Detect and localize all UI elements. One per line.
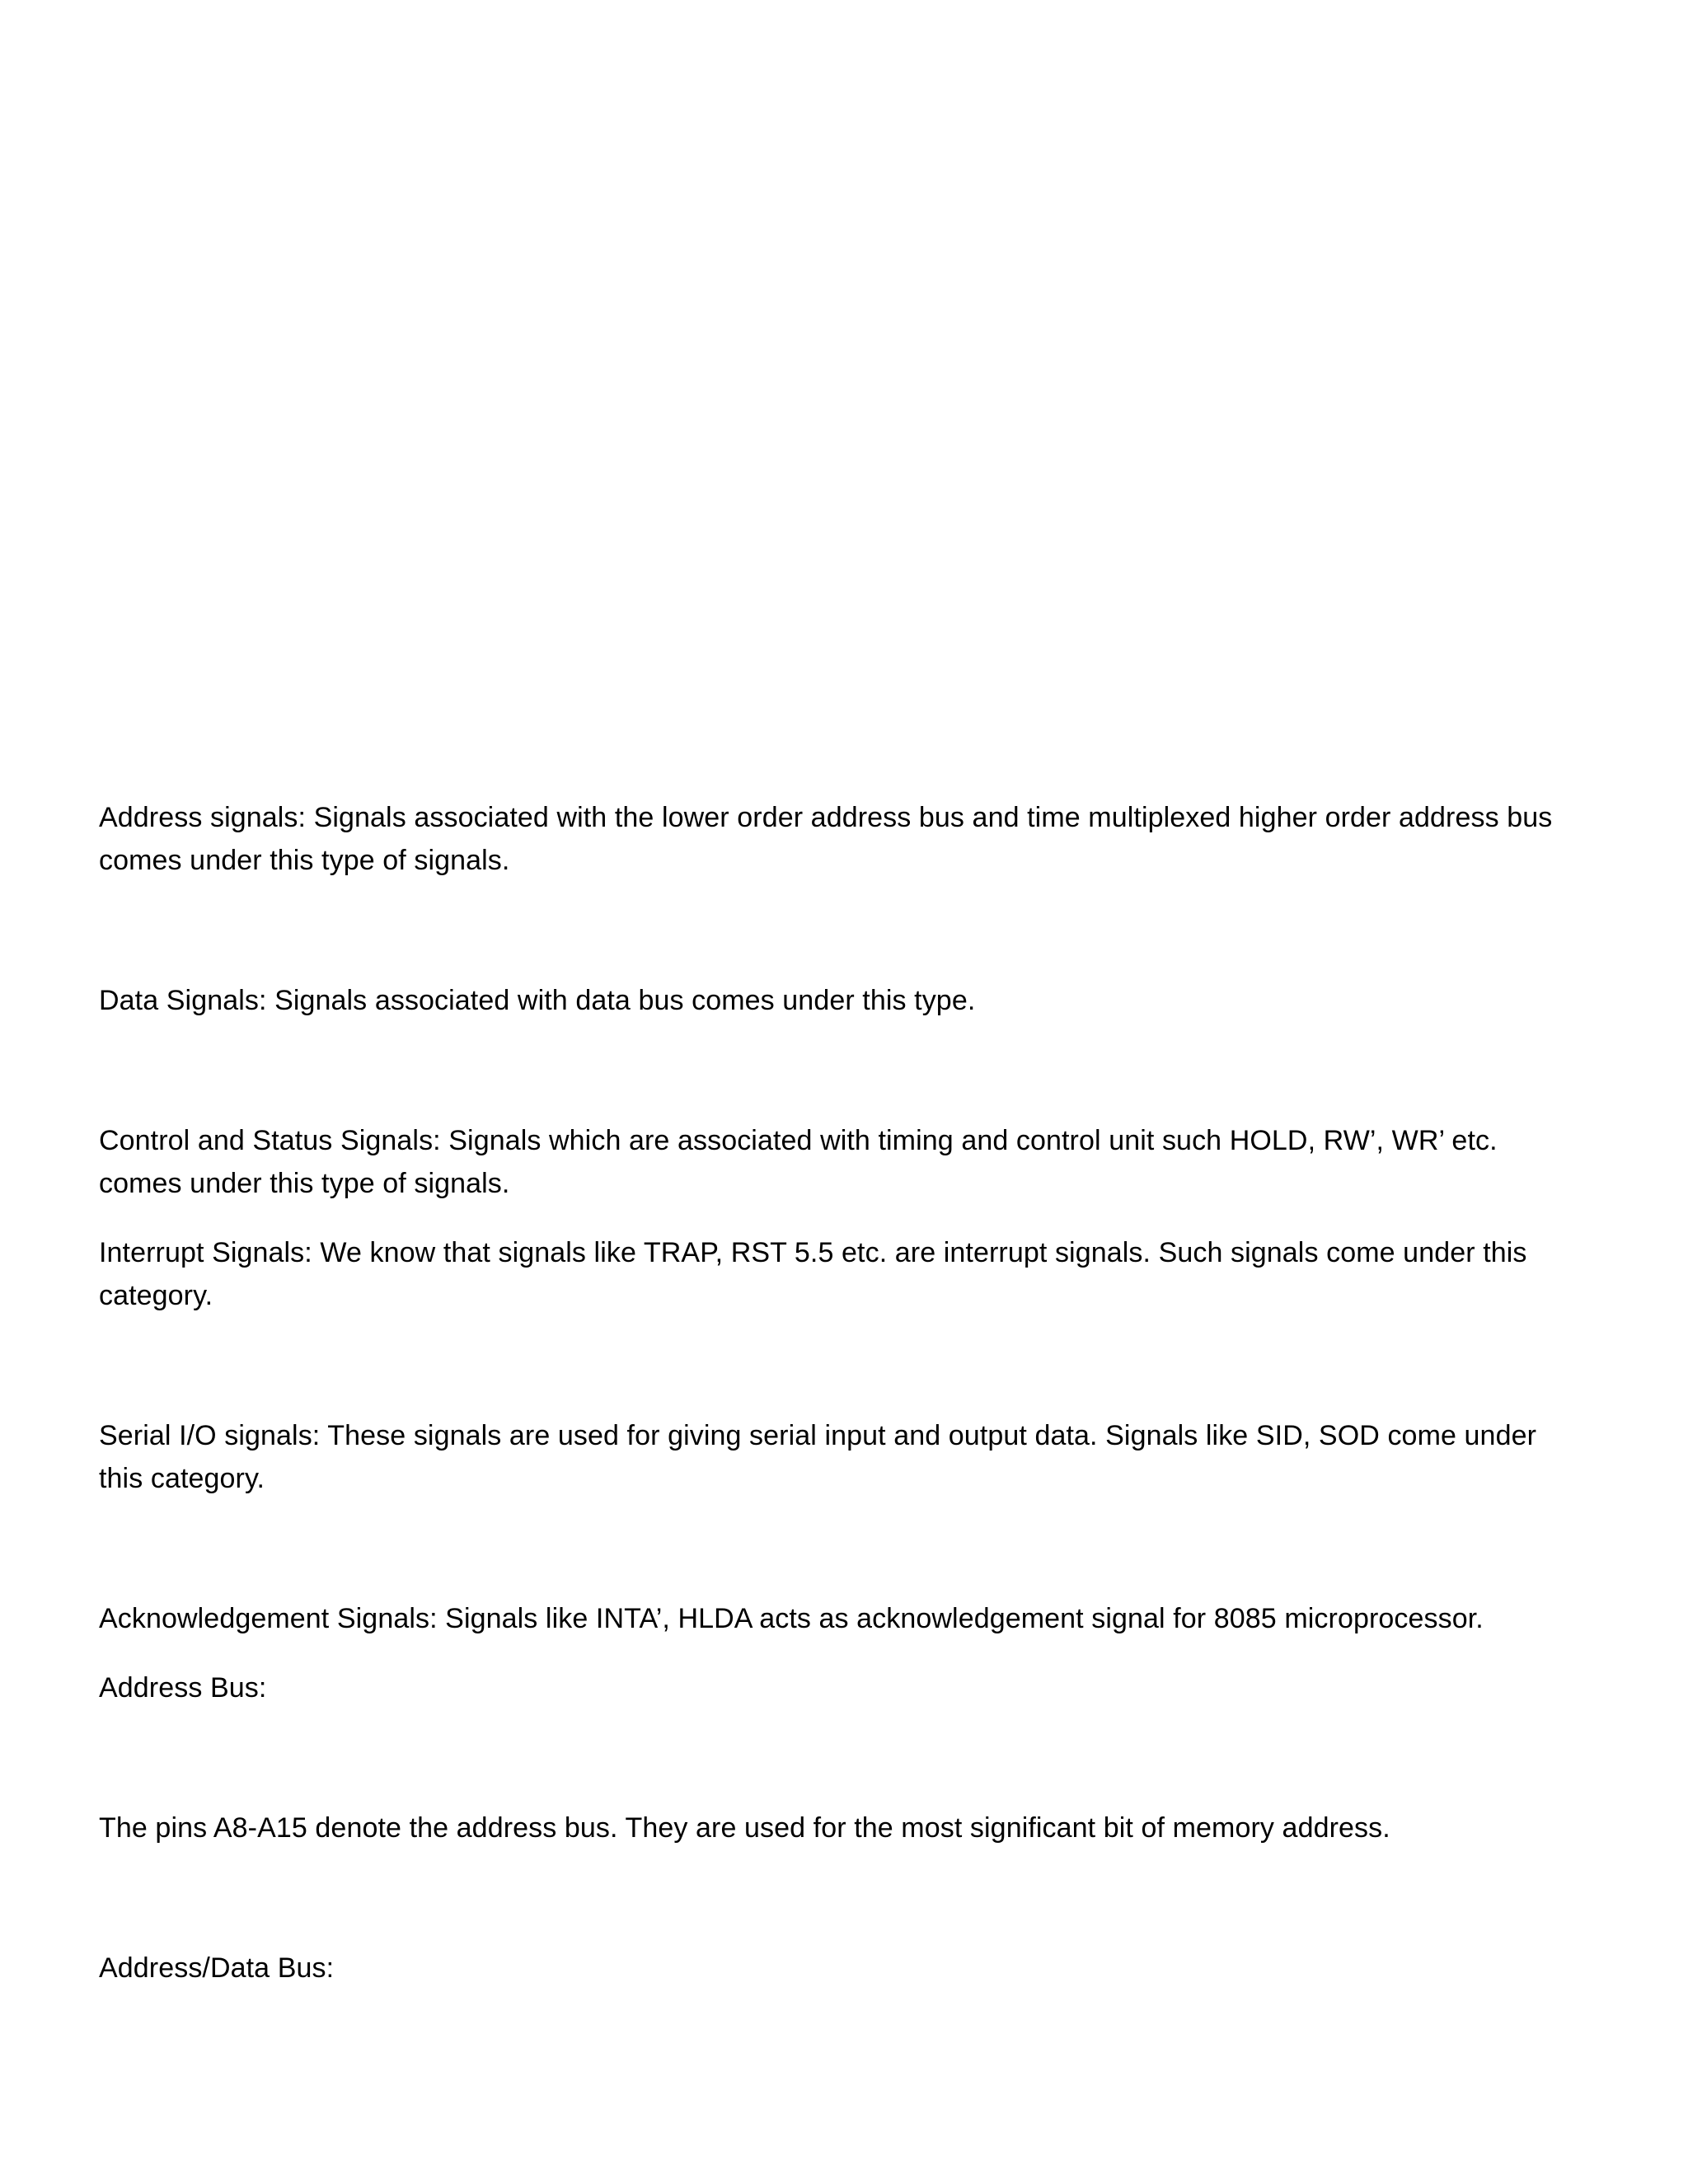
serial-io-signals-paragraph: Serial I/O signals: These signals are used for giving serial input and output data. Signals like SID, SOD come under this category.: [99, 1420, 1537, 1494]
address-bus-heading: Address Bus:: [99, 1672, 267, 1704]
acknowledgement-signals-paragraph: Acknowledgement Signals: Signals like INTA’, HLDA acts as acknowledgement signal for 8085 microprocessor.: [99, 1603, 1484, 1634]
control-status-signals-paragraph: Control and Status Signals: Signals which are associated with timing and control unit such HOLD, RW’, WR’ etc. comes under this type of signals.: [99, 1125, 1498, 1199]
address-signals-paragraph: Address signals: Signals associated with the lower order address bus and time multiplexed higher order address bus comes under this type of signals.: [99, 802, 1553, 876]
data-signals-paragraph: Data Signals: Signals associated with data bus comes under this type.: [99, 985, 976, 1016]
address-bus-description-paragraph: The pins A8-A15 denote the address bus. They are used for the most significant bit of memory address.: [99, 1812, 1390, 1844]
interrupt-signals-paragraph: Interrupt Signals: We know that signals like TRAP, RST 5.5 etc. are interrupt signals. Such signals come under this category.: [99, 1237, 1527, 1311]
address-data-bus-heading: Address/Data Bus:: [99, 1952, 335, 1984]
